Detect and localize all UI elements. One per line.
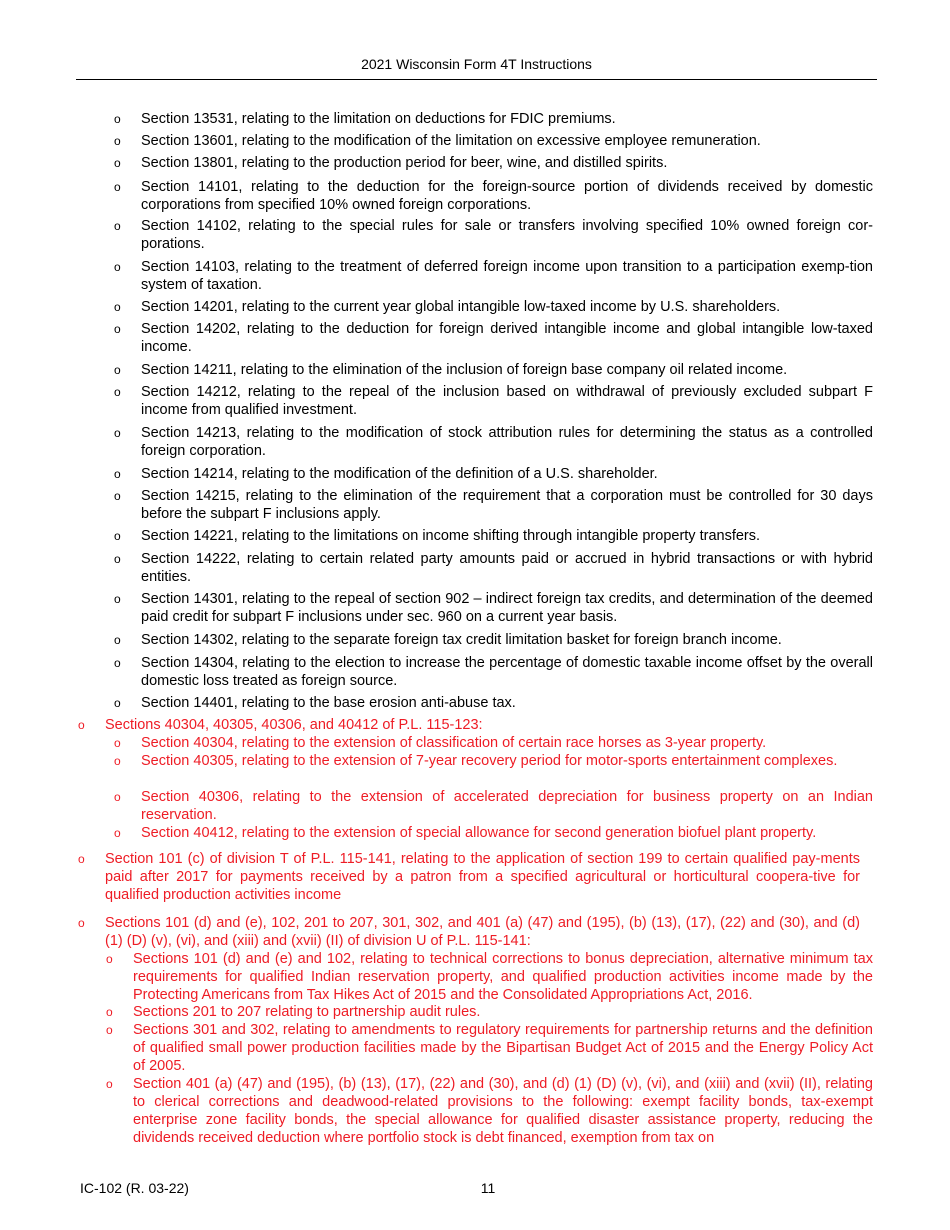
list-item: o Section 40305, relating to the extension of 7-year recovery period for motor-sports entertainment complexes. (114, 753, 838, 769)
list-item: o Section 14103, relating to the treatment of deferred foreign income upon transition to a participation exemp-tion system of taxation. (114, 259, 873, 293)
bullet-marker: o (78, 852, 85, 866)
bullet-marker: o (114, 790, 121, 804)
bullet-marker: o (114, 592, 121, 606)
list-item: o Section 14213, relating to the modification of stock attribution rules for determining the status as a controlled foreign corporation. (114, 425, 873, 459)
list-item: o Section 40306, relating to the extension of accelerated depreciation for business property on an Indian reservation. (114, 789, 873, 823)
bullet-marker: o (114, 180, 121, 194)
bullet-marker: o (114, 489, 121, 503)
list-item: o Section 40412, relating to the extension of special allowance for second generation biofuel plant property. (114, 825, 817, 841)
bullet-marker: o (114, 633, 121, 647)
bullet-marker: o (114, 219, 121, 233)
bullet-marker: o (106, 1077, 113, 1091)
list-item: o Sections 101 (d) and (e), 102, 201 to 207, 301, 302, and 401 (a) (47) and (195), (b) (13), (17), (22) and (30), and (d) (1) (D) (v), (vi), and (xiii) and (xvii) (II) of division U of P.L. 115-141: (78, 915, 860, 949)
bullet-marker: o (114, 134, 121, 148)
list-item: o Section 14211, relating to the elimination of the inclusion of foreign base company oil related income. (114, 362, 788, 378)
bullet-marker: o (114, 426, 121, 440)
form-id: IC-102 (R. 03-22) (80, 1180, 189, 1196)
bullet-marker: o (114, 552, 121, 566)
bullet-marker: o (106, 1005, 113, 1019)
list-item: o Section 14212, relating to the repeal of the inclusion based on withdrawal of previously excluded subpart F income from qualified investment. (114, 384, 873, 418)
list-item: o Section 14215, relating to the elimination of the requirement that a corporation must be controlled for 30 days before the subpart F inclusions apply. (114, 488, 873, 522)
list-item: o Section 14201, relating to the current year global intangible low-taxed income by U.S. shareholders. (114, 299, 781, 315)
list-item: o Sections 201 to 207 relating to partnership audit rules. (106, 1004, 481, 1020)
bullet-marker: o (106, 1023, 113, 1037)
bullet-marker: o (114, 754, 121, 768)
bullet-marker: o (114, 826, 121, 840)
bullet-marker: o (114, 467, 121, 481)
list-item: o Section 14214, relating to the modification of the definition of a U.S. shareholder. (114, 466, 658, 482)
list-item: o Sections 40304, 40305, 40306, and 40412 of P.L. 115-123: (78, 717, 483, 733)
page-number: 11 (480, 1180, 496, 1196)
list-item: o Section 13531, relating to the limitation on deductions for FDIC premiums. (114, 111, 616, 127)
list-item: o Section 14202, relating to the deduction for foreign derived intangible income and global intangible low-taxed income. (114, 321, 873, 355)
bullet-marker: o (78, 916, 85, 930)
bullet-marker: o (78, 718, 85, 732)
bullet-marker: o (114, 656, 121, 670)
list-item: o Section 14222, relating to certain related party amounts paid or accrued in hybrid transactions or with hybrid entities. (114, 551, 873, 585)
list-item: o Section 401 (a) (47) and (195), (b) (13), (17), (22) and (30), and (d) (1) (D) (v), (vi), and (xiii) and (xvii) (II), relating to clerical corrections and deadwood-related provisions to the following: exempt facility bonds, tax-exempt enterprise zone facility bonds, the special allowance for qualified disaster assistance property, reducing the dividends received deduction where portfolio stock is debt financed, exemption from tax on (106, 1076, 873, 1146)
list-item: o Section 14221, relating to the limitations on income shifting through intangible property transfers. (114, 528, 761, 544)
bullet-marker: o (114, 363, 121, 377)
bullet-marker: o (114, 529, 121, 543)
bullet-marker: o (114, 112, 121, 126)
bullet-marker: o (114, 322, 121, 336)
bullet-marker: o (114, 385, 121, 399)
bullet-marker: o (114, 736, 121, 750)
page-header: 2021 Wisconsin Form 4T Instructions (361, 56, 592, 72)
list-item: o Section 14302, relating to the separate foreign tax credit limitation basket for foreign branch income. (114, 632, 782, 648)
list-item: o Sections 101 (d) and (e) and 102, relating to technical corrections to bonus depreciation, alternative minimum tax requirements for qualified Indian reservation property, and qualified production activities income made by the Protecting Americans from Tax Hikes Act of 2015 and the Consolidated Appropriations Act, 2016. (106, 951, 873, 1003)
list-item: o Section 14401, relating to the base erosion anti-abuse tax. (114, 695, 516, 711)
list-item: o Section 13601, relating to the modification of the limitation on excessive employee remuneration. (114, 133, 761, 149)
list-item: o Section 101 (c) of division T of P.L. 115-141, relating to the application of section 199 to certain qualified pay-ments paid after 2017 for payments received by a patron from a specified agricultural or horticultural coopera-tive for qualified production activities income (78, 851, 860, 903)
bullet-marker: o (114, 300, 121, 314)
bullet-marker: o (106, 952, 113, 966)
list-item: o Section 14301, relating to the repeal of section 902 – indirect foreign tax credits, and determination of the deemed paid credit for subpart F inclusions under sec. 960 on a current year basis. (114, 591, 873, 625)
header-divider (76, 79, 877, 80)
bullet-marker: o (114, 260, 121, 274)
list-item: o Section 14304, relating to the election to increase the percentage of domestic taxable income offset by the overall domestic loss treated as foreign source. (114, 655, 873, 689)
bullet-marker: o (114, 156, 121, 170)
list-item: o Section 14101, relating to the deduction for the foreign-source portion of dividends received by domestic corporations from specified 10% owned foreign corporations. (114, 179, 873, 213)
list-item: o Section 13801, relating to the production period for beer, wine, and distilled spirits. (114, 155, 668, 171)
list-item: o Section 40304, relating to the extension of classification of certain race horses as 3-year property. (114, 735, 767, 751)
list-item: o Section 14102, relating to the special rules for sale or transfers involving specified 10% owned foreign cor-porations. (114, 218, 873, 252)
bullet-marker: o (114, 696, 121, 710)
list-item: o Sections 301 and 302, relating to amendments to regulatory requirements for partnership returns and the definition of qualified small power production facilities made by the Bipartisan Budget Act of 2015 and the Energy Policy Act of 2005. (106, 1022, 873, 1074)
